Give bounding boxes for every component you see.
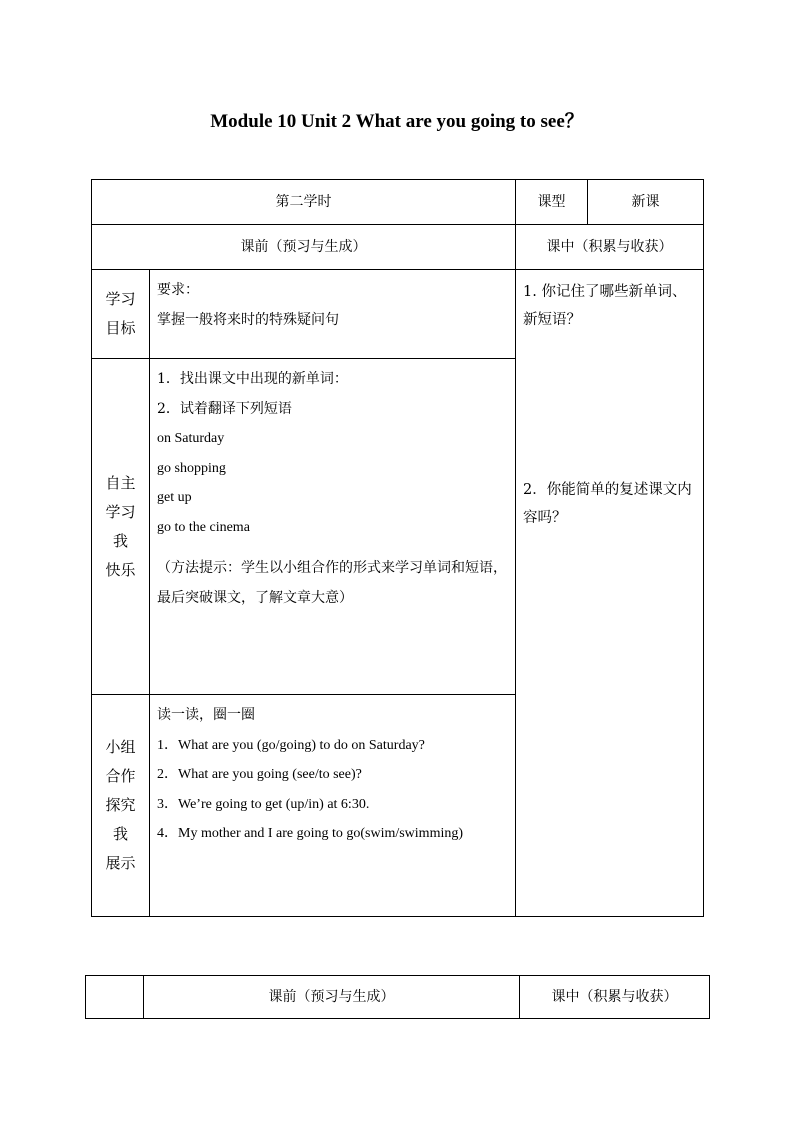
during-class-header-2: 课中（积累与收获） (520, 976, 710, 1019)
exercise-item: 4．My mother and I are going to go(swim/swimming) (157, 826, 464, 841)
method-tip: （方法提示：学生以小组合作的形式来学习单词和短语，最后突破课文，了解文章大意） (157, 560, 507, 606)
self-study-label: 自主 学习 我 快乐 (92, 359, 150, 695)
second-table (85, 975, 710, 1019)
page-title: Module 10 Unit 2 What are you going to see？ (210, 111, 584, 132)
goal-content: 要求： 掌握一般将来时的特殊疑问句 (150, 270, 516, 359)
exercise-heading: 读一读，圈一圈 (157, 707, 255, 723)
question-2: 2．你能简单的复述课文内容吗？ (523, 482, 692, 526)
exercise-item: 2．What are you going (see/to see)? (157, 767, 362, 782)
phrase: on Saturday (157, 431, 225, 446)
before-class-header-2: 课前（预习与生成） (144, 976, 520, 1019)
type-value-cell: 新课 (588, 180, 704, 225)
empty-cell (86, 976, 144, 1019)
self-study-content: 1．找出课文中出现的新单词： 2．试着翻译下列短语 on Saturday go shopping get up go to the cinema （方法提示：学生以小组合作的形式来学习单词和短语，最后突破课文，了解文章大意） (150, 359, 516, 695)
lesson-plan-table (91, 179, 704, 917)
exercise-item: 1．What are you (go/going) to do on Saturday? (157, 737, 425, 753)
phrase: get up (157, 490, 192, 505)
exercise-item: 3．We’re going to get (up/in) at 6:30. (157, 796, 370, 812)
goal-label: 学习 目标 (92, 270, 150, 359)
during-class-header: 课中（积累与收获） (516, 225, 704, 270)
phrase: go shopping (157, 460, 226, 476)
before-class-header: 课前（预习与生成） (92, 225, 516, 270)
question-1: 1. 你记住了哪些新单词、新短语？ (523, 284, 687, 328)
type-label-cell: 课型 (516, 180, 588, 225)
phrase: go to the cinema (157, 519, 250, 535)
lesson-cell: 第二学时 (92, 180, 516, 225)
during-class-content (516, 270, 704, 917)
group-work-label: 小组 合作 探究 我 展示 (92, 695, 150, 917)
group-work-content (150, 695, 516, 917)
